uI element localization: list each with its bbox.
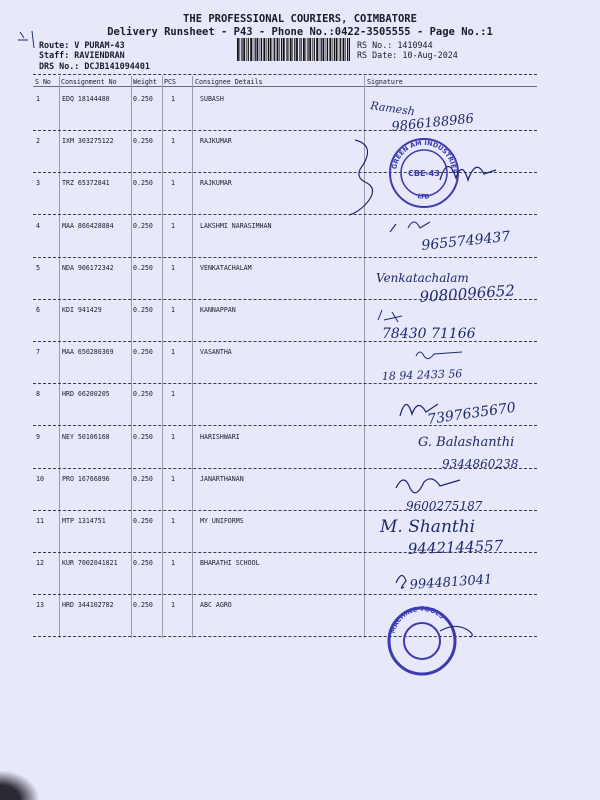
row-pcs: 1 — [171, 179, 175, 188]
row-sno: 1 — [36, 95, 40, 103]
rs-date: RS Date: 10-Aug-2024 — [357, 50, 458, 60]
row-pcs: 1 — [171, 474, 175, 483]
row-consignee: VASANTHA — [200, 348, 232, 357]
row-sno: 8 — [36, 390, 40, 399]
row-pcs: 1 — [171, 263, 175, 272]
row-weight: 0.250 — [133, 390, 153, 399]
row-consignee: LAKSHMI NARASIMHAN — [200, 221, 272, 230]
row-weight: 0.250 — [133, 221, 153, 230]
row-consignment-no: HRD 66200205 — [62, 390, 110, 399]
col-divider — [59, 76, 60, 638]
row-weight: 0.250 — [133, 559, 153, 568]
col-divider — [131, 76, 132, 638]
row-weight: 0.250 — [133, 601, 153, 610]
signature-11 — [378, 512, 598, 560]
col-consignee-header: Consignee Details — [195, 78, 263, 86]
row-sno: 3 — [36, 179, 40, 188]
barcode — [237, 38, 350, 61]
row-sno: 7 — [36, 348, 40, 357]
row-pcs: 1 — [171, 306, 175, 314]
row-sno: 9 — [36, 432, 40, 441]
row-sno: 13 — [36, 601, 44, 610]
row-consignee: VENKATACHALAM — [200, 263, 252, 272]
row-sno: 6 — [36, 306, 40, 314]
row-consignment-no: EDQ 18144480 — [62, 95, 110, 103]
signature-12-phone: 9944813041 — [409, 572, 493, 593]
route-label: Route: V PURAM-43 — [39, 40, 125, 50]
company-stamp-2 — [384, 603, 494, 681]
signature-6-phone: 78430 71166 — [382, 326, 476, 342]
row-consignment-no: MTP 1314751 — [62, 517, 106, 525]
drs-number: DRS No.: DCJB141094401 — [39, 61, 150, 71]
row-pcs: 1 — [171, 137, 175, 146]
row-sno: 5 — [36, 263, 40, 272]
signature-4-phone: 9655749437 — [420, 228, 512, 254]
row-weight: 0.250 — [133, 179, 153, 188]
scan-shadow — [0, 770, 40, 800]
signature-4 — [380, 210, 560, 258]
row-consignment-no: KUR 7002041821 — [62, 559, 118, 568]
signature-11-phone: 9442144557 — [407, 536, 504, 558]
signature-5-name: Venkatachalam — [376, 271, 469, 285]
row-pcs: 1 — [171, 348, 175, 357]
header-top-rule — [33, 74, 537, 75]
signature-5 — [372, 262, 562, 310]
row-weight: 0.250 — [133, 432, 153, 441]
row-pcs: 1 — [171, 432, 175, 441]
runsheet-subtitle: Delivery Runsheet - P43 - Phone No.:0422-3505555 - Page No.:1 — [107, 26, 493, 38]
row-pcs: 1 — [171, 221, 175, 230]
row-weight: 0.250 — [133, 95, 153, 103]
row-consignment-no: MAA 866428884 — [62, 221, 114, 230]
row-consignment-no: MAA 650280369 — [62, 348, 114, 357]
signature-11-name: M. Shanthi — [380, 517, 476, 537]
row-consignment-no: NDA 906172342 — [62, 263, 114, 272]
bracket-scribble — [345, 135, 385, 220]
pen-mark — [14, 28, 44, 50]
row-weight: 0.250 — [133, 263, 153, 272]
row-sno: 10 — [36, 474, 44, 483]
signature-8 — [396, 390, 576, 430]
signature-7 — [380, 346, 540, 386]
row-consignee: JANARTHANAN — [200, 474, 244, 483]
signature-10 — [390, 470, 560, 514]
header-bottom-rule — [33, 86, 537, 87]
row-consignee: MY UNIFORMS — [200, 517, 244, 525]
col-divider — [192, 76, 193, 638]
signature-1 — [368, 95, 508, 137]
signature-6 — [372, 306, 532, 346]
row-sno: 12 — [36, 559, 44, 568]
col-sno-header: S No — [35, 78, 51, 86]
row-sno: 2 — [36, 137, 40, 146]
row-consignee: BHARATHI SCHOOL — [200, 559, 260, 568]
stamp-1-center: CBE-43 — [408, 169, 440, 178]
svg-text:GREEN AM INDUSTRIES: GREEN AM INDUSTRIES — [390, 138, 459, 174]
col-divider — [162, 76, 163, 638]
row-consignment-no: IXM 303275122 — [62, 137, 114, 146]
row-pcs: 1 — [171, 517, 175, 525]
signature-8-phone: 7397635670 — [426, 399, 517, 428]
row-consignee: SUBASH — [200, 95, 224, 103]
signature-12 — [392, 565, 552, 599]
row-weight: 0.250 — [133, 474, 153, 483]
col-signature-header: Signature — [367, 78, 403, 86]
row-consignee: KANNAPPAN — [200, 306, 236, 314]
row-pcs: 1 — [171, 559, 175, 568]
col-consignment-header: Consignment No — [61, 78, 117, 86]
col-weight-header: Weight — [133, 78, 157, 86]
signature-1-phone: 9866188986 — [390, 111, 475, 135]
signature-1-name: Ramesh — [369, 99, 416, 119]
row-consignment-no: NEY 50106168 — [62, 432, 110, 441]
row-sno: 4 — [36, 221, 40, 230]
row-consignment-no: HRD 344102782 — [62, 601, 114, 610]
svg-text:LTD: LTD — [416, 191, 431, 201]
row-pcs: 1 — [171, 601, 175, 610]
row-weight: 0.250 — [133, 348, 153, 357]
signature-9 — [416, 430, 586, 474]
row-consignment-no: TRZ 65372841 — [62, 179, 110, 188]
row-consignee: HARISHWARI — [200, 432, 240, 441]
row-weight: 0.250 — [133, 517, 153, 525]
row-consignee: RAJKUMAR — [200, 179, 232, 188]
row-sno: 11 — [36, 517, 44, 525]
staff-label: Staff: RAVIENDRAN — [39, 50, 125, 60]
row-consignment-no: KDI 941429 — [62, 306, 102, 314]
row-consignee: ABC AGRO — [200, 601, 232, 610]
svg-text:MACHINE TOOLS: MACHINE TOOLS — [388, 604, 446, 635]
signature-9-name: G. Balashanthi — [418, 435, 515, 450]
col-pcs-header: PCS — [164, 78, 176, 86]
row-consignee: RAJKUMAR — [200, 137, 232, 146]
company-title: THE PROFESSIONAL COURIERS, COIMBATORE — [183, 13, 417, 25]
signature-5-phone: 9080096652 — [419, 281, 516, 306]
row-consignment-no: PRO 16766896 — [62, 474, 110, 483]
rs-number: RS No.: 1410944 — [357, 40, 433, 50]
scribble-over-stamp — [438, 150, 498, 190]
signature-9-phone: 9344860238 — [442, 457, 519, 471]
signature-10-phone: 9600275187 — [406, 499, 483, 513]
row-weight: 0.250 — [133, 137, 153, 146]
signature-7-phone: 18 94 2433 56 — [381, 367, 463, 383]
row-weight: 0.250 — [133, 306, 153, 314]
row-pcs: 1 — [171, 95, 175, 103]
row-pcs: 1 — [171, 390, 175, 399]
